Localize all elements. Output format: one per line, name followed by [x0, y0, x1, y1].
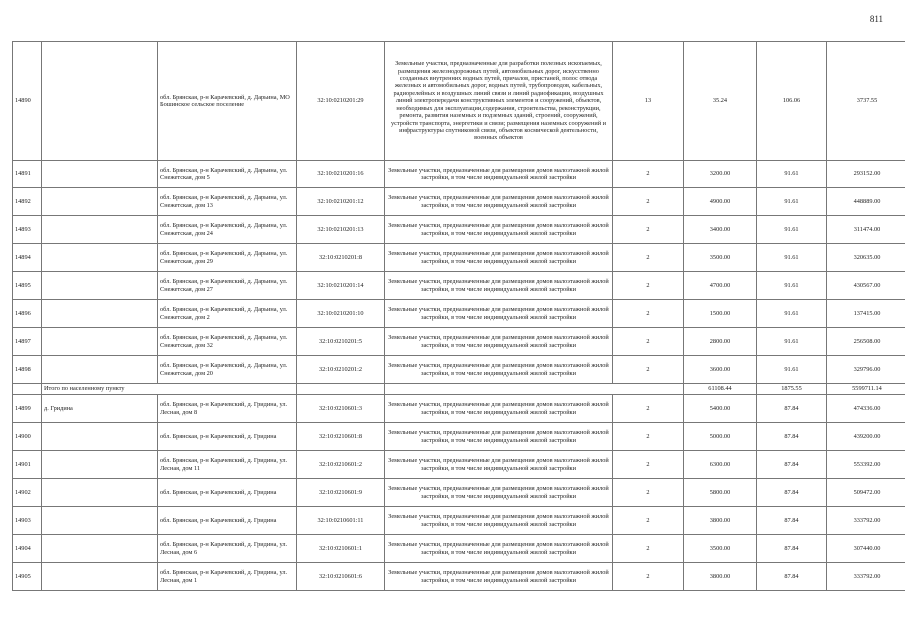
- cell-address: обл. Брянская, р-н Карачевский, д. Дарьина, ул. Снежетская, дом 20: [158, 356, 297, 384]
- cell-cadastral: 32:10:0210201:8: [297, 244, 385, 272]
- cell-address: обл. Брянская, р-н Карачевский, д. Дарьина, ул. Снежетская, дом 13: [158, 188, 297, 216]
- cell-area: 4900.00: [684, 188, 757, 216]
- table-row: [13, 300, 905, 328]
- table-row: [13, 395, 905, 423]
- cell-settlement: [42, 300, 158, 328]
- empty-cell: [297, 384, 385, 395]
- cell-use: Земельные участки, предназначенные для размещения домов малоэтажной жилой застройки, в том числе индивидуальной жилой застройки: [385, 535, 613, 563]
- cell-area: 5000.00: [684, 423, 757, 451]
- land-plots-table: [12, 41, 905, 591]
- cell-value: 333792.00: [827, 507, 905, 535]
- cell-rate: 106.06: [757, 42, 827, 161]
- cell-value: 137415.00: [827, 300, 905, 328]
- cell-group: 2: [613, 244, 684, 272]
- cell-value: 307440.00: [827, 535, 905, 563]
- table-row: [13, 42, 905, 161]
- cell-cadastral: 32:10:0210601:9: [297, 479, 385, 507]
- cell-id: 14895: [13, 272, 42, 300]
- total-value: 5599711.14: [827, 384, 905, 395]
- cell-value: 448889.00: [827, 188, 905, 216]
- cell-address: обл. Брянская, р-н Карачевский, д. Гридина, ул. Лесная, дом 11: [158, 451, 297, 479]
- table-row: [13, 356, 905, 384]
- cell-settlement: [42, 272, 158, 300]
- cell-cadastral: 32:10:0210601:3: [297, 395, 385, 423]
- cell-cadastral: 32:10:0210201:16: [297, 161, 385, 188]
- total-rate: 1875.55: [757, 384, 827, 395]
- cell-id: 14892: [13, 188, 42, 216]
- cell-rate: 91.61: [757, 328, 827, 356]
- cell-value: 474336.00: [827, 395, 905, 423]
- table-row: [13, 161, 905, 188]
- cell-settlement: [42, 328, 158, 356]
- cell-rate: 91.61: [757, 300, 827, 328]
- cell-id: 14901: [13, 451, 42, 479]
- cell-area: 3500.00: [684, 244, 757, 272]
- cell-id: 14905: [13, 563, 42, 591]
- cell-rate: 87.84: [757, 451, 827, 479]
- cell-rate: 91.61: [757, 216, 827, 244]
- cell-cadastral: 32:10:0210201:12: [297, 188, 385, 216]
- cell-rate: 91.61: [757, 272, 827, 300]
- cell-address: обл. Брянская, р-н Карачевский, д. Гридина, ул. Лесная, дом 8: [158, 395, 297, 423]
- total-area: 61108.44: [684, 384, 757, 395]
- cell-settlement: [42, 507, 158, 535]
- cell-use: Земельные участки, предназначенные для размещения домов малоэтажной жилой застройки, в том числе индивидуальной жилой застройки: [385, 161, 613, 188]
- cell-address: обл. Брянская, р-н Карачевский, д. Дарьина, МО Бошинское сельское поселение: [158, 42, 297, 161]
- cell-group: 2: [613, 563, 684, 591]
- cell-settlement: [42, 563, 158, 591]
- cell-area: 1500.00: [684, 300, 757, 328]
- cell-cadastral: 32:10:0210201:10: [297, 300, 385, 328]
- cell-area: 3800.00: [684, 507, 757, 535]
- cell-area: 3500.00: [684, 535, 757, 563]
- cell-address: обл. Брянская, р-н Карачевский, д. Дарьина, ул. Снежетская, дом 32: [158, 328, 297, 356]
- cell-group: 2: [613, 451, 684, 479]
- cell-area: 3400.00: [684, 216, 757, 244]
- cell-use: Земельные участки, предназначенные для размещения домов малоэтажной жилой застройки, в том числе индивидуальной жилой застройки: [385, 451, 613, 479]
- table-row: [13, 563, 905, 591]
- cell-rate: 87.84: [757, 563, 827, 591]
- cell-area: 4700.00: [684, 272, 757, 300]
- cell-address: обл. Брянская, р-н Карачевский, д. Дарьина, ул. Снежетская, дом 29: [158, 244, 297, 272]
- cell-settlement: [42, 244, 158, 272]
- cell-value: 256508.00: [827, 328, 905, 356]
- cell-value: 333792.00: [827, 563, 905, 591]
- cell-settlement: [42, 451, 158, 479]
- total-row: [13, 384, 905, 395]
- cell-address: обл. Брянская, р-н Карачевский, д. Дарьина, ул. Снежетская, дом 2: [158, 300, 297, 328]
- cell-address: обл. Брянская, р-н Карачевский, д. Гридина: [158, 507, 297, 535]
- cell-area: 5400.00: [684, 395, 757, 423]
- cell-area: 3600.00: [684, 356, 757, 384]
- cell-group: 2: [613, 188, 684, 216]
- cell-settlement: [42, 161, 158, 188]
- cell-id: 14900: [13, 423, 42, 451]
- cell-address: обл. Брянская, р-н Карачевский, д. Дарьина, ул. Снежетская, дом 5: [158, 161, 297, 188]
- cell-cadastral: 32:10:0210201:5: [297, 328, 385, 356]
- table-row: [13, 188, 905, 216]
- cell-use: Земельные участки, предназначенные для размещения домов малоэтажной жилой застройки, в том числе индивидуальной жилой застройки: [385, 216, 613, 244]
- cell-use: Земельные участки, предназначенные для размещения домов малоэтажной жилой застройки, в том числе индивидуальной жилой застройки: [385, 188, 613, 216]
- cell-settlement: [42, 423, 158, 451]
- cell-id: 14903: [13, 507, 42, 535]
- cell-use: Земельные участки, предназначенные для размещения домов малоэтажной жилой застройки, в том числе индивидуальной жилой застройки: [385, 479, 613, 507]
- cell-rate: 91.61: [757, 356, 827, 384]
- cell-use: Земельные участки, предназначенные для размещения домов малоэтажной жилой застройки, в том числе индивидуальной жилой застройки: [385, 300, 613, 328]
- cell-cadastral: 32:10:0210601:2: [297, 451, 385, 479]
- cell-group: 2: [613, 479, 684, 507]
- table-row: [13, 328, 905, 356]
- cell-group: 2: [613, 423, 684, 451]
- cell-id: 14902: [13, 479, 42, 507]
- cell-rate: 87.84: [757, 395, 827, 423]
- cell-use: Земельные участки, предназначенные для размещения домов малоэтажной жилой застройки, в том числе индивидуальной жилой застройки: [385, 244, 613, 272]
- cell-address: обл. Брянская, р-н Карачевский, д. Гридина: [158, 423, 297, 451]
- cell-cadastral: 32:10:0210601:6: [297, 563, 385, 591]
- cell-use: Земельные участки, предназначенные для размещения домов малоэтажной жилой застройки, в том числе индивидуальной жилой застройки: [385, 563, 613, 591]
- cell-rate: 91.61: [757, 161, 827, 188]
- cell-group: 2: [613, 395, 684, 423]
- cell-value: 509472.00: [827, 479, 905, 507]
- cell-cadastral: 32:10:0210601:1: [297, 535, 385, 563]
- cell-settlement: д. Гридина: [42, 395, 158, 423]
- cell-use: Земельные участки, предназначенные для размещения домов малоэтажной жилой застройки, в том числе индивидуальной жилой застройки: [385, 423, 613, 451]
- cell-id: 14899: [13, 395, 42, 423]
- empty-cell: [13, 384, 42, 395]
- cell-value: 329796.00: [827, 356, 905, 384]
- cell-value: 439200.00: [827, 423, 905, 451]
- cell-cadastral: 32:10:0210601:8: [297, 423, 385, 451]
- cell-id: 14891: [13, 161, 42, 188]
- cell-use: Земельные участки, предназначенные для размещения домов малоэтажной жилой застройки, в том числе индивидуальной жилой застройки: [385, 356, 613, 384]
- cell-group: 13: [613, 42, 684, 161]
- cell-area: 5800.00: [684, 479, 757, 507]
- cell-cadastral: 32:10:0210201:29: [297, 42, 385, 161]
- cell-address: обл. Брянская, р-н Карачевский, д. Гридина, ул. Лесная, дом 6: [158, 535, 297, 563]
- table-row: [13, 272, 905, 300]
- page-number: 811: [869, 14, 883, 24]
- cell-use: Земельные участки, предназначенные для размещения домов малоэтажной жилой застройки, в том числе индивидуальной жилой застройки: [385, 395, 613, 423]
- table-row: [13, 535, 905, 563]
- cell-id: 14904: [13, 535, 42, 563]
- table-row: [13, 423, 905, 451]
- cell-value: 430567.00: [827, 272, 905, 300]
- cell-id: 14897: [13, 328, 42, 356]
- table-row: [13, 479, 905, 507]
- table-row: [13, 216, 905, 244]
- cell-group: 2: [613, 272, 684, 300]
- cell-value: 553392.00: [827, 451, 905, 479]
- cell-use: Земельные участки, предназначенные для разработки полезных ископаемых, размещения железнодорожных путей, автомобильных дорог, искусственно созданных внутренних водных путей, причалов, пристаней, полос отвода железных и автомобильных дорог, водных путей, трубопроводов, кабельных, радиорелейных и воздушных линий связи и линий радиофикации, воздушных линий электропередачи конструктивных элементов и сооружений, объектов, необходимых для эксплуатации,содержания, строительства, реконструкции, ремонта, развития наземных и подземных зданий, строений, сооружений, устройств транспорта, энергетики и связи; размещения наземных сооружений и инфраструктуры спутниковой связи, объектов космической деятельности, военных объектов: [385, 42, 613, 161]
- cell-area: 3200.00: [684, 161, 757, 188]
- cell-cadastral: 32:10:0210201:14: [297, 272, 385, 300]
- cell-id: 14893: [13, 216, 42, 244]
- cell-use: Земельные участки, предназначенные для размещения домов малоэтажной жилой застройки, в том числе индивидуальной жилой застройки: [385, 328, 613, 356]
- cell-rate: 87.84: [757, 479, 827, 507]
- cell-rate: 91.61: [757, 244, 827, 272]
- cell-area: 6300.00: [684, 451, 757, 479]
- cell-area: 3800.00: [684, 563, 757, 591]
- cell-address: обл. Брянская, р-н Карачевский, д. Гридина, ул. Лесная, дом 1: [158, 563, 297, 591]
- cell-value: 311474.00: [827, 216, 905, 244]
- cell-group: 2: [613, 328, 684, 356]
- cell-address: обл. Брянская, р-н Карачевский, д. Дарьина, ул. Снежетская, дом 24: [158, 216, 297, 244]
- cell-settlement: [42, 356, 158, 384]
- cell-rate: 87.84: [757, 423, 827, 451]
- cell-value: 320635.00: [827, 244, 905, 272]
- cell-rate: 87.84: [757, 535, 827, 563]
- cell-address: обл. Брянская, р-н Карачевский, д. Дарьина, ул. Снежетская, дом 27: [158, 272, 297, 300]
- cell-cadastral: 32:10:0210201:2: [297, 356, 385, 384]
- cell-value: 293152.00: [827, 161, 905, 188]
- cell-id: 14898: [13, 356, 42, 384]
- cell-settlement: [42, 188, 158, 216]
- cell-group: 2: [613, 507, 684, 535]
- cell-area: 2800.00: [684, 328, 757, 356]
- cell-group: 2: [613, 356, 684, 384]
- empty-cell: [385, 384, 684, 395]
- total-label: Итого по населенному пункту: [42, 384, 297, 395]
- table-row: [13, 244, 905, 272]
- cell-id: 14890: [13, 42, 42, 161]
- cell-id: 14894: [13, 244, 42, 272]
- cell-settlement: [42, 479, 158, 507]
- cell-cadastral: 32:10:0210201:13: [297, 216, 385, 244]
- cell-cadastral: 32:10:0210601:11: [297, 507, 385, 535]
- cell-address: обл. Брянская, р-н Карачевский, д. Гридина: [158, 479, 297, 507]
- cell-group: 2: [613, 161, 684, 188]
- cell-use: Земельные участки, предназначенные для размещения домов малоэтажной жилой застройки, в том числе индивидуальной жилой застройки: [385, 272, 613, 300]
- table-row: [13, 507, 905, 535]
- cell-group: 2: [613, 535, 684, 563]
- table-row: [13, 451, 905, 479]
- cell-area: 35.24: [684, 42, 757, 161]
- cell-settlement: [42, 42, 158, 161]
- cell-rate: 87.84: [757, 507, 827, 535]
- cell-settlement: [42, 535, 158, 563]
- cell-group: 2: [613, 300, 684, 328]
- cell-use: Земельные участки, предназначенные для размещения домов малоэтажной жилой застройки, в том числе индивидуальной жилой застройки: [385, 507, 613, 535]
- cell-value: 3737.55: [827, 42, 905, 161]
- cell-id: 14896: [13, 300, 42, 328]
- cell-settlement: [42, 216, 158, 244]
- cell-rate: 91.61: [757, 188, 827, 216]
- cell-group: 2: [613, 216, 684, 244]
